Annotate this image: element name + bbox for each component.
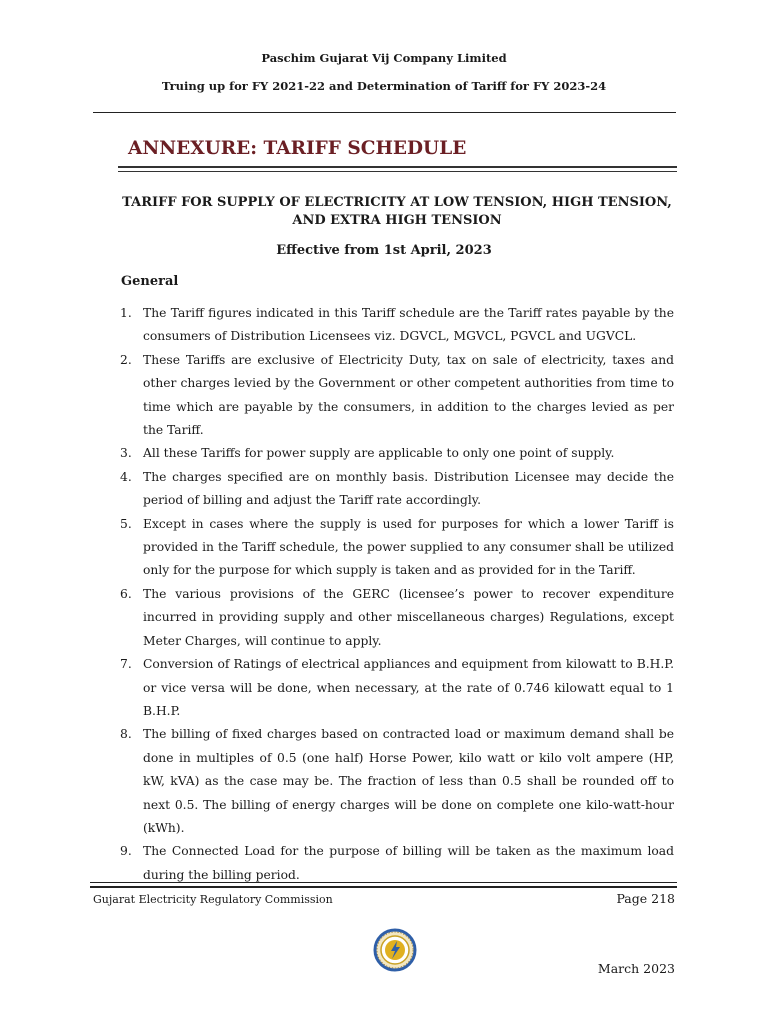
list-item xyxy=(118,653,674,723)
footer-page-number: Page 218 xyxy=(616,891,675,906)
header-subtitle: Truing up for FY 2021-22 and Determination of Tariff for FY 2023-24 xyxy=(161,79,607,93)
footer-date: March 2023 xyxy=(597,961,675,976)
title-rule-thin xyxy=(118,171,677,172)
annexure-title: ANNEXURE: TARIFF SCHEDULE xyxy=(128,138,467,159)
list-item xyxy=(118,302,674,349)
item-number: 4. xyxy=(120,469,132,484)
item-number: 9. xyxy=(120,844,132,859)
list-item xyxy=(118,442,674,465)
item-text: The Tariff figures indicated in this Tariff schedule are the Tariff rates payable by the consumers of Distribution Licensees viz. DGVCL, MGVCL, PGVCL and UGVCL. xyxy=(143,306,674,344)
item-number: 3. xyxy=(120,446,132,461)
header-company: Paschim Gujarat Vij Company Limited xyxy=(261,51,507,65)
item-text: All these Tariffs for power supply are applicable to only one point of supply. xyxy=(143,446,615,461)
list-item xyxy=(118,466,674,513)
gerc-seal-logo xyxy=(373,928,417,972)
item-number: 7. xyxy=(120,657,132,672)
item-number: 8. xyxy=(120,727,132,742)
footer-rule-thick xyxy=(90,886,677,888)
item-text: The charges specified are on monthly basis. Distribution Licensee may decide the period of billing and adjust the Tariff rate accordingly. xyxy=(143,469,674,508)
effective-date: Effective from 1st April, 2023 xyxy=(276,243,492,258)
item-number: 5. xyxy=(120,516,132,531)
tariff-main-title: TARIFF FOR SUPPLY OF ELECTRICITY AT LOW TENSION, HIGH TENSION, AND EXTRA HIGH TENSION xyxy=(122,195,672,228)
item-text: The billing of fixed charges based on contracted load or maximum demand shall be done in multiples of 0.5 (one half) Horse Power, kilo watt or kilo volt ampere (HP, kW, kVA) as the case may be. The fraction of less than 0.5 shall be rounded off to next 0.5. The billing of energy charges will be done on complete one kilo-watt-hour (kWh). xyxy=(143,727,674,835)
footer-commission: Gujarat Electricity Regulatory Commission xyxy=(93,893,333,906)
list-item xyxy=(118,723,674,840)
section-heading-general: General xyxy=(121,274,179,289)
item-number: 1. xyxy=(120,306,132,320)
item-number: 6. xyxy=(120,586,132,601)
item-text: Except in cases where the supply is used for purposes for which a lower Tariff is provided in the Tariff schedule, the power supplied to any consumer shall be utilized only for the purpose for which supply is taken and as provided for in the Tariff. xyxy=(143,516,674,578)
title-rule-thick xyxy=(118,166,677,168)
list-item xyxy=(118,583,674,653)
item-text: Conversion of Ratings of electrical appliances and equipment from kilowatt to B.H.P. or vice versa will be done, when necessary, at the rate of 0.746 kilowatt equal to 1 B.H.P. xyxy=(143,657,674,718)
item-text: The Connected Load for the purpose of billing will be taken as the maximum load during the billing period. xyxy=(143,844,674,882)
list-item xyxy=(118,840,674,887)
header-divider xyxy=(93,112,676,113)
list-item xyxy=(118,513,674,583)
footer-rule-thin xyxy=(90,882,677,883)
list-item xyxy=(118,349,674,443)
general-conditions-list xyxy=(118,302,674,887)
item-text: These Tariffs are exclusive of Electricity Duty, tax on sale of electricity, taxes and other charges levied by the Government or other competent authorities from time to time which are payable by the consumers, in addition to the charges levied as per the Tariff. xyxy=(143,352,674,438)
item-text: The various provisions of the GERC (licensee’s power to recover expenditure incurred in providing supply and other miscellaneous charges) Regulations, except Meter Charges, will continue to apply. xyxy=(143,586,674,648)
item-number: 2. xyxy=(120,352,132,367)
